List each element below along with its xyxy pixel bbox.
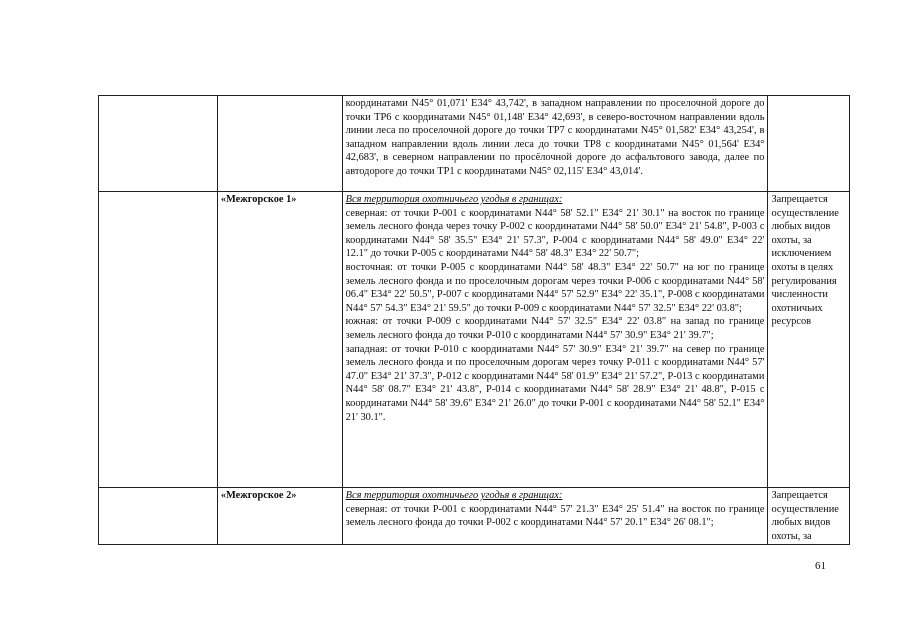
ground-name-cell: «Межгорское 1» [217, 192, 342, 488]
boundary-description-cell [342, 488, 768, 545]
boundary-heading: Вся территория охотничьего угодья в границах: [345, 194, 563, 205]
boundary-heading: Вся территория охотничьего угодья в границах: [345, 490, 563, 501]
table-row [99, 192, 850, 488]
ground-name-cell: «Межгорское 2» [217, 488, 342, 545]
hunting-grounds-table [98, 95, 850, 545]
boundary-description-cell [342, 192, 768, 488]
boundary-north: северная: от точки Р-001 с координатами N44° 57' 21.3" E34° 25' 51.4" на восток по границе земель лесного фонда до точки Р-002 с координатами N44° 57' 20.1" E34° 26' 08.1"; [345, 503, 765, 529]
table-row [99, 488, 850, 545]
restriction-note-cell [768, 96, 850, 192]
boundary-south: южная: от точки Р-009 с координатами N44° 57' 32.5" E34° 22' 03.8" на запад по границе земель лесного фонда до точки Р-010 с координатами N44° 57' 30.9" E34° 21' 39.7"; [345, 316, 765, 341]
boundary-text: координатами N45° 01,071' E34° 43,742', в западном направлении по проселочной дороге до точки ТР6 с координатами N45° 01,148' E34° 42,693', в северо-восточном направлении вдоль линии леса по проселочной дороге до точки ТР7 с координатами N45° 01,582' E34° 43,254', в западном направлении вдоль линии леса до точки ТР8 с координатами N45° 01,564' E34° 42,683', в северном направлении по просёлочной дороге до асфальтового завода, далее по автодороге до точки ТР1 с координатами N45° 02,115' E34° 43,014'. [345, 98, 765, 177]
row-number-cell [99, 96, 218, 192]
boundary-description-cell [342, 96, 768, 192]
page-number: 61 [815, 560, 826, 572]
boundary-north: северная: от точки Р-001 с координатами N44° 58' 52.1" E34° 21' 30.1" на восток по границе земель лесного фонда через точку Р-002 с координатами N44° 58' 50.0" E34° 21' 54.8", Р-003 с координатами N44° 58' 35.5" E34° 21' 57.3", Р-004 с координатами N44° 58' 49.0" E34° 22' 12.1" до точки Р-005 с координатами N44° 58' 48.3" E34° 22' 50.7"; [345, 207, 765, 260]
restriction-note-cell: Запрещается осуществление любых видов охоты, за [768, 488, 850, 545]
ground-name-cell [217, 96, 342, 192]
row-number-cell [99, 192, 218, 488]
restriction-note-cell: Запрещается осуществление любых видов охоты, за исключением охоты в целях регулирования численности охотничьих ресурсов [768, 192, 850, 488]
row-number-cell [99, 488, 218, 545]
boundary-east: восточная: от точки Р-005 с координатами N44° 58' 48.3" E34° 22' 50.7" на юг по границе земель лесного фонда и по проселочным дорогам через точки Р-006 с координатами N44° 58' 06.4" E34° 22' 50.5", Р-007 с координатами N44° 57' 52.9" E34° 22' 35.1", Р-008 с координатами N44° 57' 54.3" E34° 21' 59.5" до точки Р-009 с координатами N44° 57' 32.5" E34° 22' 03.8"; [345, 261, 765, 314]
boundary-west: западная: от точки Р-010 с координатами N44° 57' 30.9" E34° 21' 39.7" на север по границе земель лесного фонда и по проселочным дорогам через точку Р-011 с координатами N44° 57' 47.0" E34° 21' 37.3", Р-012 с координатами N44° 58' 01.9" E34° 21' 57.2", Р-013 с координатами N44° 58' 08.7" E34° 21' 43.8", Р-014 с координатами N44° 58' 28.9" E34° 21' 48.8", Р-015 с координатами N44° 58' 39.6" E34° 21' 26.0" до точки Р-001 с координатами N44° 58' 52.1" E34° 21' 30.1". [345, 343, 765, 423]
table-row [99, 96, 850, 192]
